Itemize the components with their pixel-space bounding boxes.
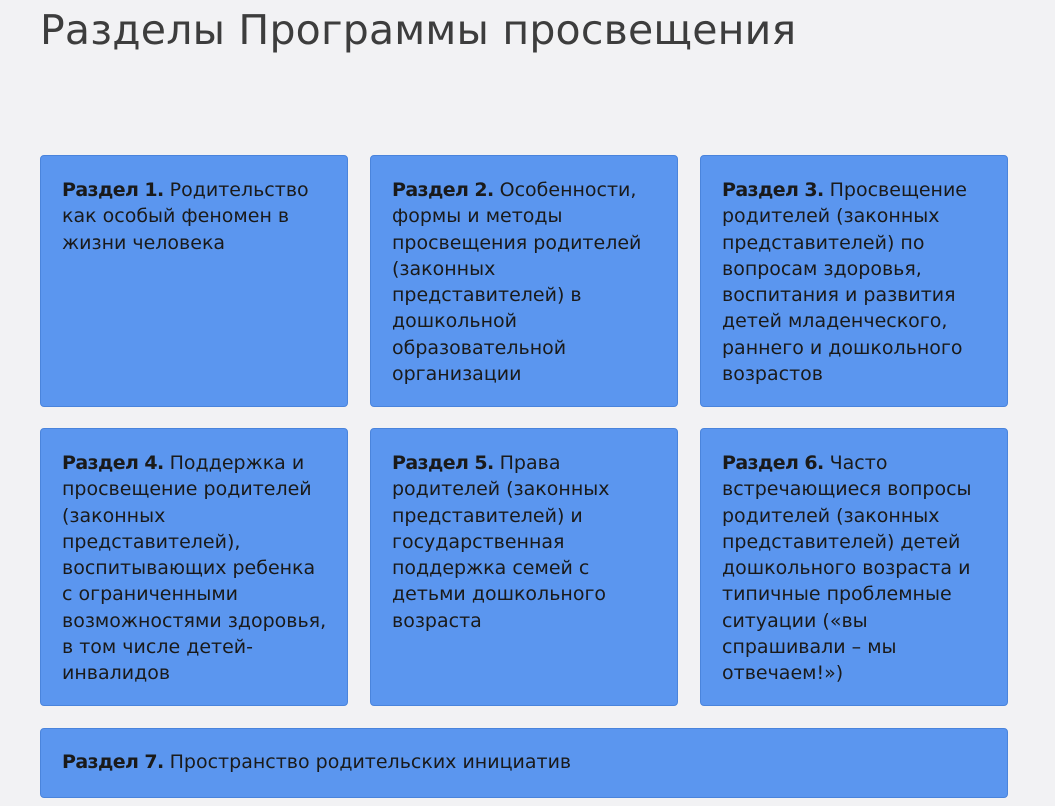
section-card-7: [40, 728, 1008, 798]
section-text: Пространство родительских инициатив: [169, 751, 572, 773]
section-label: Раздел 5.: [392, 452, 494, 474]
section-card-1: [40, 155, 348, 407]
section-card-5: [370, 428, 678, 706]
section-text: Родительство как особый феномен в жизни человека: [62, 179, 309, 254]
section-text: Поддержка и просвещение родителей (законных представителей), воспитывающих ребенка с ограниченными возможностями здоровья, в том числе детей-инвалидов: [62, 452, 327, 685]
section-text: Права родителей (законных представителей) и государственная поддержка семей с детьми дошкольного возраста: [392, 452, 610, 632]
section-label: Раздел 1.: [62, 179, 164, 201]
section-text: Часто встречающиеся вопросы родителей (законных представителей) детей дошкольного возраста и типичные проблемные ситуации («вы спрашивали – мы отвечаем!»): [722, 452, 972, 685]
section-card-4: [40, 428, 348, 706]
section-label: Раздел 6.: [722, 452, 824, 474]
section-label: Раздел 2.: [392, 179, 494, 201]
section-label: Раздел 3.: [722, 179, 824, 201]
section-card-2: [370, 155, 678, 407]
section-label: Раздел 7.: [62, 751, 164, 773]
section-label: Раздел 4.: [62, 452, 164, 474]
section-text: Просвещение родителей (законных представителей) по вопросам здоровья, воспитания и развития детей младенческого, раннего и дошкольного возрастов: [722, 179, 967, 386]
section-text: Особенности, формы и методы просвещения родителей (законных представителей) в дошкольной образовательной организации: [392, 179, 642, 386]
section-card-6: [700, 428, 1008, 706]
section-card-3: [700, 155, 1008, 407]
page-title: Разделы Программы просвещения: [40, 6, 797, 54]
